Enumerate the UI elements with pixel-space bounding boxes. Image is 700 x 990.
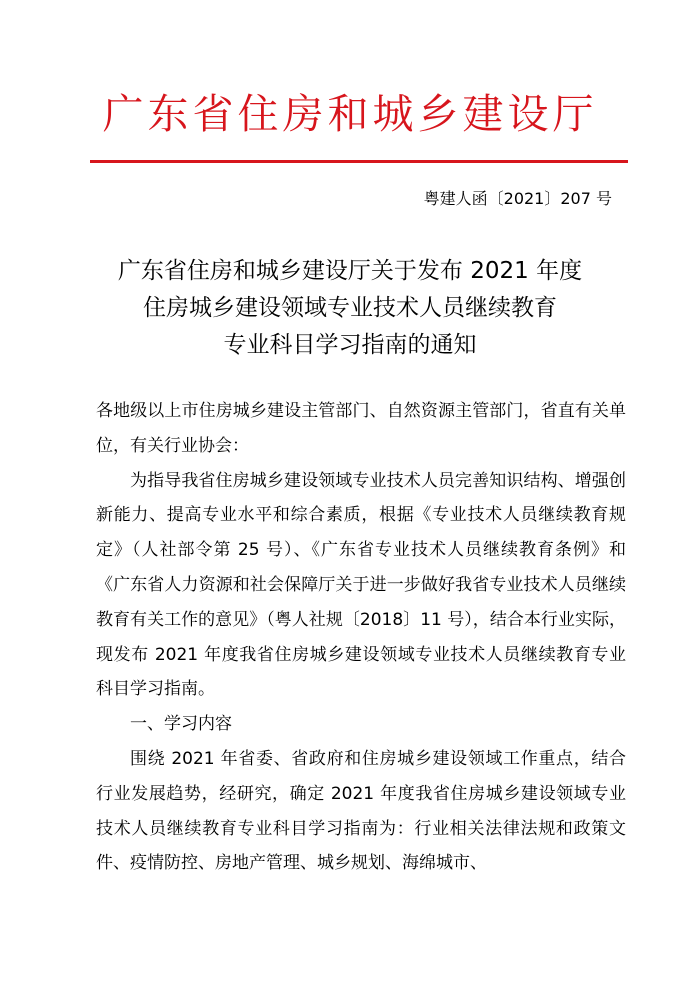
red-divider-rule [90,160,628,163]
document-title [0,253,700,364]
org-header: 广东省住房和城乡建设厅 [102,90,598,138]
body-paragraph: 围绕 2021 年省委、省政府和住房城乡建设领域工作重点，结合行业发展趋势，经研究，确定 2021 年度我省住房城乡建设领域专业技术人员继续教育专业科目学习指南为：行业相关法律法规和政策文件、疫情防控、房地产管理、城乡规划、海绵城市、 [96,748,626,874]
title-line: 住房城乡建设领域专业技术人员继续教育 [143,295,557,321]
title-line: 广东省住房和城乡建设厅关于发布 2021 年度 [117,258,583,284]
salutation: 各地级以上市住房城乡建设主管部门、自然资源主管部门，省直有关单位，有关行业协会： [96,401,626,456]
body-paragraph: 为指导我省住房城乡建设领域专业技术人员完善知识结构、增强创新能力、提高专业水平和综合素质，根据《专业技术人员继续教育规定》（人社部令第 25 号）、《广东省专业技术人员继续教育条例》和《广东省人力资源和社会保障厅关于进一步做好我省专业技术人员继续教育有关工作的意见》（粤人社规〔2018〕11 号），结合本行业实际，现发布 2021 年度我省住房城乡建设领域专业技术人员继续教育专业科目学习指南。 [96,470,626,700]
document-number: 粤建人函〔2021〕207 号 [423,189,612,208]
section-heading: 一、学习内容 [130,714,232,735]
document-body [96,394,626,881]
title-line: 专业科目学习指南的通知 [223,332,477,358]
